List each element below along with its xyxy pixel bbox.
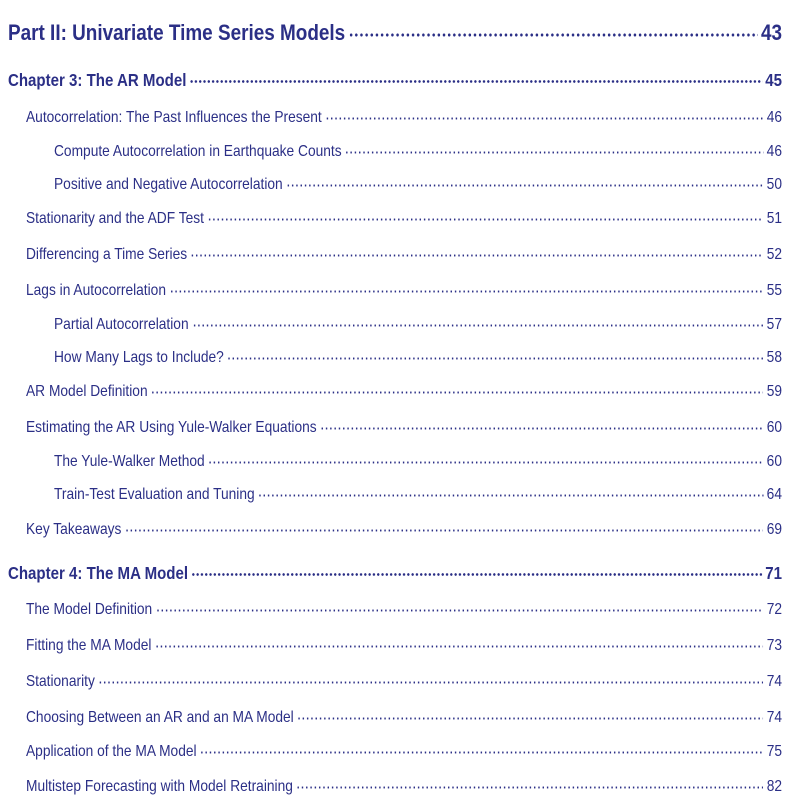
toc-chapter-title: Chapter 4: The MA Model (8, 562, 189, 583)
toc-entry-title: Autocorrelation: The Past Influences the Present (26, 109, 322, 126)
toc-chapter-page: 71 (765, 562, 782, 583)
toc-entry-page: 59 (766, 383, 782, 400)
toc-entry[interactable] (54, 450, 782, 471)
toc-entry[interactable] (26, 518, 782, 539)
dot-leader (191, 566, 761, 584)
toc-entry[interactable] (26, 706, 782, 727)
toc-entry-page: 52 (766, 246, 782, 263)
dot-leader (296, 779, 763, 795)
toc-entry[interactable] (26, 243, 782, 264)
toc-entry-title: Multistep Forecasting with Model Retraining (26, 778, 293, 795)
toc-entry[interactable] (26, 670, 782, 691)
toc-entry-page: 58 (766, 349, 782, 366)
toc-entry-page: 50 (766, 176, 782, 193)
toc-entry[interactable] (54, 313, 782, 334)
toc-entry-page: 73 (766, 637, 782, 654)
toc-chapter-title: Chapter 3: The AR Model (8, 69, 187, 90)
dot-leader (258, 487, 763, 503)
dot-leader (192, 317, 763, 333)
dot-leader (349, 24, 758, 46)
toc-part-heading[interactable] (8, 18, 782, 46)
toc-entry[interactable] (54, 173, 782, 194)
toc-entry-title: Application of the MA Model (26, 743, 197, 760)
dot-leader (325, 110, 763, 126)
toc-entry-title: Fitting the MA Model (26, 637, 152, 654)
toc-chapter-3[interactable] (8, 68, 782, 91)
toc-entry-page: 74 (766, 709, 782, 726)
dot-leader (320, 420, 763, 436)
toc-entry-title: Partial Autocorrelation (54, 316, 189, 333)
toc-entry-title: The Model Definition (26, 601, 153, 618)
toc-entry[interactable] (26, 598, 782, 619)
toc-entry[interactable] (26, 416, 782, 437)
toc-entry-title: Choosing Between an AR and an MA Model (26, 709, 294, 726)
toc-entry[interactable] (26, 279, 782, 300)
toc-entry-page: 51 (766, 210, 782, 227)
dot-leader (208, 454, 763, 470)
toc-entry-title: How Many Lags to Include? (54, 349, 224, 366)
toc-entry[interactable] (26, 775, 782, 796)
toc-entry-page: 75 (766, 743, 782, 760)
toc-entry-title: AR Model Definition (26, 383, 148, 400)
toc-entry-page: 69 (766, 521, 782, 538)
toc-entry-title: The Yule-Walker Method (54, 453, 205, 470)
toc-entry-page: 57 (766, 316, 782, 333)
dot-leader (286, 177, 763, 193)
toc-entry-page: 55 (766, 282, 782, 299)
toc-entry[interactable] (26, 740, 782, 761)
toc-entry-page: 74 (766, 673, 782, 690)
toc-entry-title: Estimating the AR Using Yule-Walker Equations (26, 419, 317, 436)
toc-entry-title: Lags in Autocorrelation (26, 282, 166, 299)
toc-entry-page: 64 (766, 486, 782, 503)
dot-leader (155, 638, 763, 654)
toc-entry-title: Differencing a Time Series (26, 246, 188, 263)
dot-leader (98, 674, 763, 690)
dot-leader (297, 710, 763, 726)
toc-entry[interactable] (26, 106, 782, 127)
toc-entry[interactable] (54, 483, 782, 504)
dot-leader (151, 384, 763, 400)
toc-entry[interactable] (26, 207, 782, 228)
dot-leader (200, 744, 763, 760)
toc-entry-title: Key Takeaways (26, 521, 122, 538)
toc-chapter-4[interactable] (8, 561, 782, 584)
dot-leader (169, 283, 763, 299)
toc-part-title: Part II: Univariate Time Series Models (8, 20, 346, 45)
dot-leader (156, 602, 764, 618)
toc-entry-page: 60 (766, 419, 782, 436)
dot-leader (227, 350, 763, 366)
dot-leader (207, 211, 763, 227)
toc-chapter-page: 45 (765, 69, 782, 90)
toc-entry[interactable] (54, 140, 782, 161)
toc-entry-title: Positive and Negative Autocorrelation (54, 176, 283, 193)
toc-entry-page: 72 (766, 601, 782, 618)
dot-leader (190, 73, 762, 91)
toc-entry-page: 46 (766, 143, 782, 160)
toc-part-page: 43 (760, 20, 782, 45)
toc-entry-page: 82 (766, 778, 782, 795)
toc-entry[interactable] (26, 380, 782, 401)
dot-leader (125, 522, 763, 538)
dot-leader (345, 144, 763, 160)
toc-entry-title: Train-Test Evaluation and Tuning (54, 486, 255, 503)
dot-leader (191, 247, 764, 263)
toc-entry[interactable] (54, 346, 782, 367)
toc-entry-page: 60 (766, 453, 782, 470)
toc-entry-page: 46 (766, 109, 782, 126)
toc-entry[interactable] (26, 634, 782, 655)
toc-entry-title: Stationarity (26, 673, 95, 690)
toc-entry-title: Stationarity and the ADF Test (26, 210, 204, 227)
toc-entry-title: Compute Autocorrelation in Earthquake Counts (54, 143, 342, 160)
